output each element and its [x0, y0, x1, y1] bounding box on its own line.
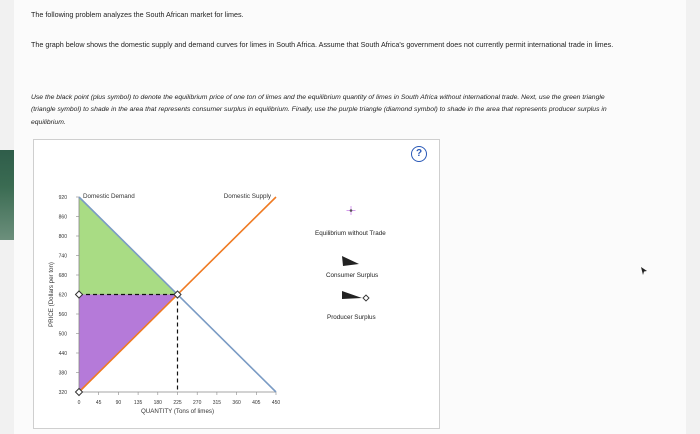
problem-instructions: Use the black point (plus symbol) to denote the equilibrium price of one ton of limes and the equilibrium quantity of limes in South Africa without international trade. Next, use the green triangle (triangle symbol) to shade in the area that represents consumer surplus in equilibrium. Finally, use the purple triangle (diamond symbol) to shade in the area that represents producer surplus in equilibrium.: [31, 94, 607, 126]
x-tick-label: 225: [173, 400, 182, 406]
x-tick-label: 450: [271, 400, 281, 406]
y-tick-label: 860: [58, 214, 67, 221]
y-tick-label: 320: [58, 390, 67, 396]
equilibrium-plus-icon[interactable]: [350, 209, 353, 212]
y-tick-label: 680: [58, 273, 67, 279]
y-tick-label: 740: [58, 253, 67, 260]
x-tick-label: 315: [212, 400, 222, 406]
x-tick-label: 0: [77, 400, 81, 406]
supply-curve-label: Domestic Supply: [223, 193, 271, 200]
problem-paragraph-1: The graph below shows the domestic supply and demand curves for limes in South Africa. Assume that South Africa's government does not currently permit international trade in limes.: [31, 40, 614, 49]
x-tick-label: 405: [252, 400, 261, 406]
y-tick-label: 560: [58, 312, 67, 318]
y-tick-label: 440: [58, 351, 67, 357]
x-tick-label: 45: [95, 400, 102, 406]
y-tick-label: 500: [58, 331, 67, 338]
demand-curve-label: Domestic Demand: [83, 193, 135, 200]
x-axis-label: QUANTITY (Tons of limes): [140, 408, 215, 415]
x-tick-label: 360: [232, 400, 241, 406]
consumer-surplus-triangle-icon[interactable]: [342, 256, 359, 266]
legend-consumer-surplus-label: Consumer Surplus: [326, 272, 379, 279]
producer-surplus-diamond-icon[interactable]: [363, 295, 369, 301]
x-tick-label: 270: [193, 400, 202, 406]
producer-surplus-triangle-icon[interactable]: [342, 291, 362, 299]
problem-intro: The following problem analyzes the South African market for limes.: [31, 10, 244, 19]
y-tick-label: 620: [58, 292, 67, 299]
legend-equilibrium-label: Equilibrium without Trade: [315, 230, 386, 237]
y-axis-label: PRICE (Dollars per ton): [48, 262, 55, 327]
y-tick-label: 380: [58, 370, 67, 377]
x-tick-label: 180: [153, 400, 162, 406]
y-tick-label: 800: [58, 234, 67, 240]
legend-producer-surplus-label: Producer Surplus: [327, 314, 376, 321]
x-tick-label: 135: [133, 400, 143, 406]
x-tick-label: 90: [115, 400, 122, 406]
help-icon[interactable]: ?: [411, 146, 427, 162]
mouse-pointer-icon: [640, 266, 648, 276]
y-tick-label: 920: [58, 195, 67, 201]
